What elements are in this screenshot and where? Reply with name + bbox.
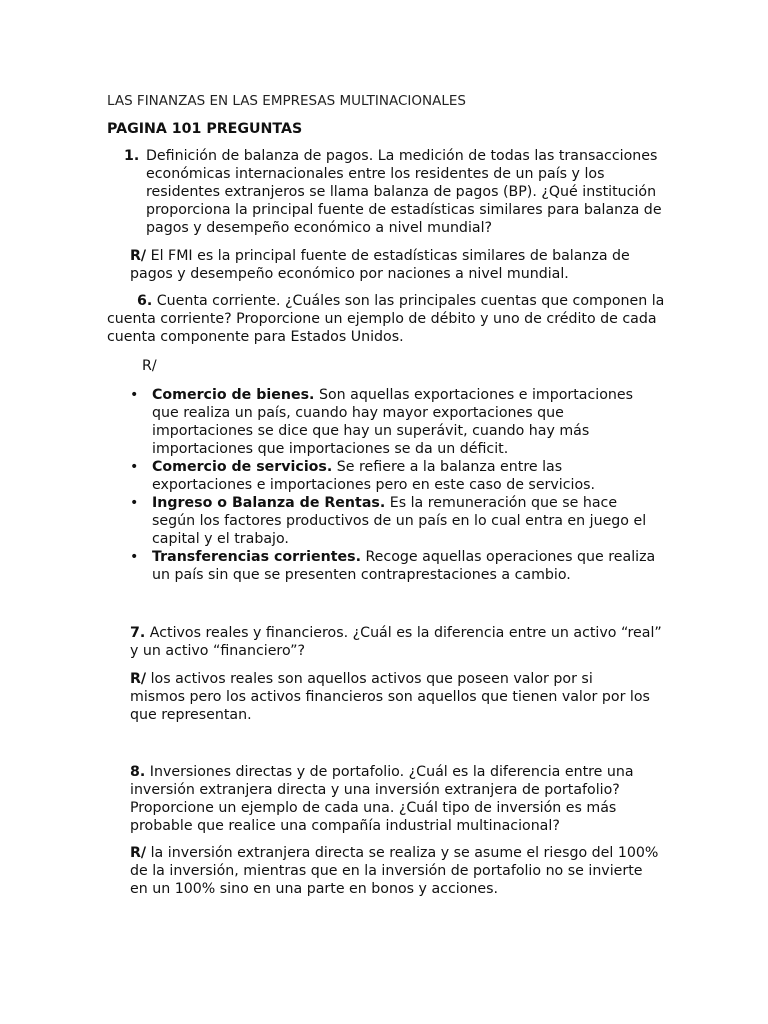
bullet-text: Es la remuneración que se hace según los factores productivos de un país en lo cual entra en juego el capital y el trabajo. (152, 495, 647, 547)
bullet-text: Se refiere a la balanza entre las exportaciones e importaciones pero en este caso de servicios. (152, 459, 596, 493)
bullet-icon: • (130, 495, 139, 511)
answer-7 (130, 670, 650, 724)
bullet-text: Son aquellas exportaciones e importaciones que realiza un país, cuando hay mayor exportaciones que importaciones se dice que hay un superávit, cuando hay más importaciones que importaciones se da un déficit. (152, 387, 634, 457)
question-1-number: 1. (124, 148, 140, 164)
list-item (130, 548, 660, 584)
document-subtitle: PAGINA 101 PREGUNTAS (107, 121, 303, 137)
question-7 (130, 624, 670, 660)
bullet-term: Ingreso o Balanza de Rentas. (152, 495, 386, 511)
question-8 (130, 763, 650, 835)
bullet-text: Recoge aquellas operaciones que realiza un país sin que se presenten contraprestaciones a cambio. (152, 549, 656, 583)
question-6-text: Cuenta corriente. ¿Cuáles son las principales cuentas que componen la cuenta corriente? Proporcione un ejemplo de débito y uno de crédito de cada cuenta componente para Estados Unidos. (107, 293, 665, 345)
answer-7-text: los activos reales son aquellos activos que poseen valor por si mismos pero los activos financieros son aquellos que tienen valor por los que representan. (130, 671, 650, 723)
bullet-icon: • (130, 459, 139, 475)
bullet-term: Comercio de bienes. (152, 387, 315, 403)
bullet-icon: • (130, 549, 139, 565)
answer-1 (130, 247, 650, 283)
answer-7-prefix: R/ (130, 671, 147, 687)
question-6 (107, 292, 667, 346)
answer-8 (130, 844, 660, 898)
question-1 (124, 147, 664, 237)
question-8-text: Inversiones directas y de portafolio. ¿Cuál es la diferencia entre una inversión extranjera directa y una inversión extranjera de portafolio? Proporcione un ejemplo de cada una. ¿Cuál tipo de inversión es más probable que realice una compañía industrial multinacional? (130, 764, 634, 834)
bullet-term: Transferencias corrientes. (152, 549, 361, 565)
question-7-number: 7. (130, 625, 146, 641)
answer-8-prefix: R/ (130, 845, 147, 861)
bullet-icon: • (130, 387, 139, 403)
answer-1-text: El FMI es la principal fuente de estadísticas similares de balanza de pagos y desempeño económico por naciones a nivel mundial. (130, 248, 630, 282)
question-7-text: Activos reales y financieros. ¿Cuál es la diferencia entre un activo “real” y un activo “financiero”? (130, 625, 662, 659)
answer-6-prefix: R/ (142, 358, 157, 374)
bullet-term: Comercio de servicios. (152, 459, 333, 475)
list-item (130, 494, 660, 548)
question-6-number: 6. (137, 293, 153, 309)
question-1-text: Definición de balanza de pagos. La medición de todas las transacciones económicas internacionales entre los residentes de un país y los residentes extranjeros se llama balanza de pagos (BP). ¿Qué institución proporciona la principal fuente de estadísticas similares para balanza de pagos y desempeño económico a nivel mundial? (146, 148, 662, 236)
answer-6-bullet-list (130, 386, 660, 584)
list-item (130, 386, 660, 458)
answer-1-prefix: R/ (130, 248, 147, 264)
document-title: LAS FINANZAS EN LAS EMPRESAS MULTINACIONALES (107, 93, 466, 109)
question-8-number: 8. (130, 764, 146, 780)
answer-8-text: la inversión extranjera directa se realiza y se asume el riesgo del 100% de la inversión, mientras que en la inversión de portafolio no se invierte en un 100% sino en una parte en bonos y acciones. (130, 845, 659, 897)
list-item (130, 458, 660, 494)
